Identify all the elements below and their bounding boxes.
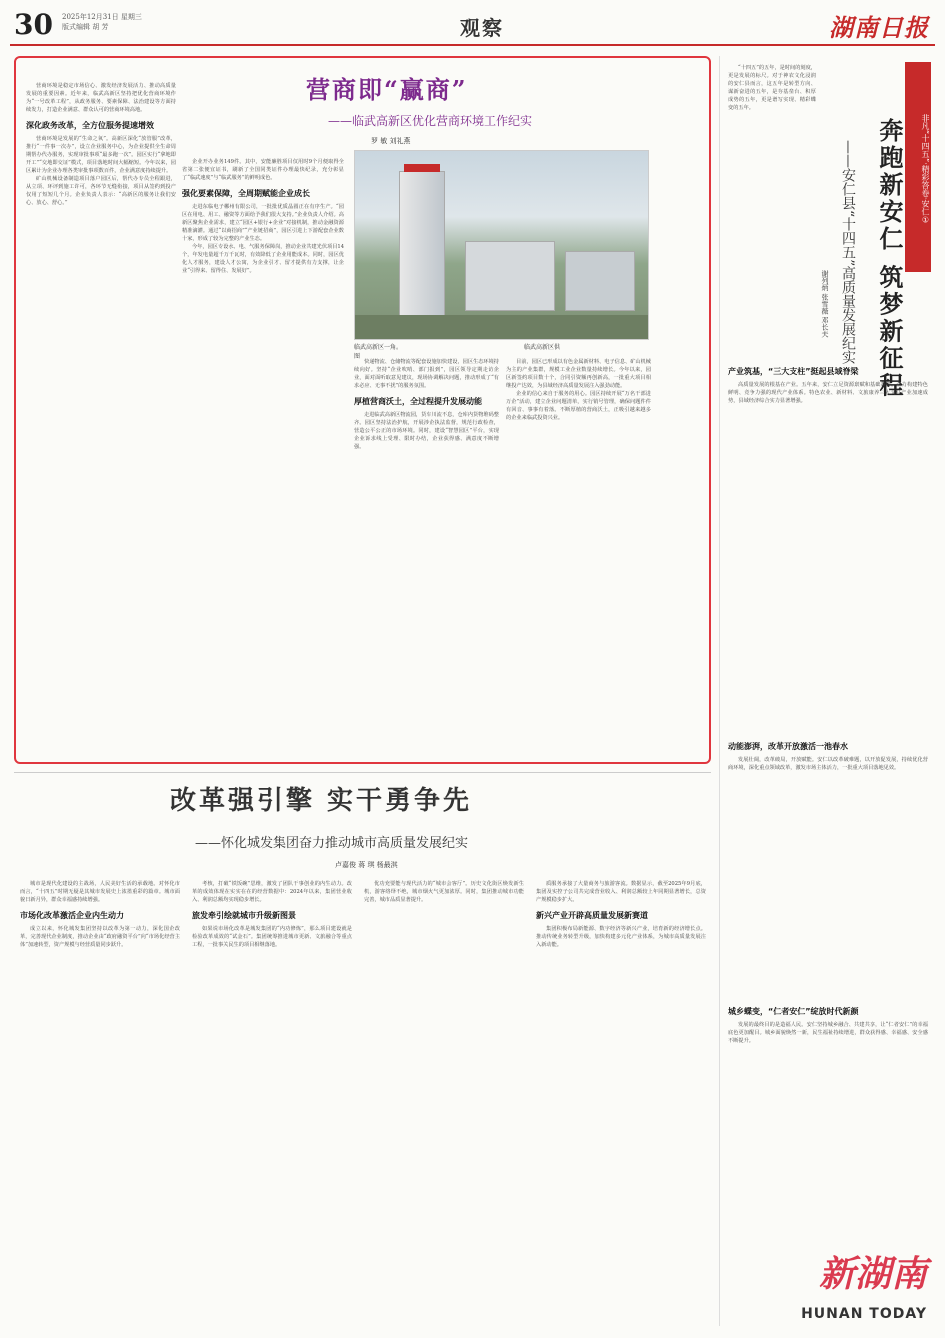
section-heading: 强化要素保障，全周期赋能企业成长 xyxy=(182,189,310,198)
paragraph: 优功充要能与现代活力的“城市会客厅”。历史文化街区焕发新生机，游客络绎不绝，城市烟火气更加浓厚。同时，集团推动城市功能完善，城市品质显著提升。 xyxy=(364,881,524,903)
feature-title: 营商即“赢商” xyxy=(306,75,468,104)
paragraph: 质服务承接了大量商务与旅游客流。数据显示，截至2025年9月底，集团及实控子公司共完成营业收入、利润总额较上年同期显著增长，总资产规模稳步扩大。 xyxy=(536,881,706,903)
watermark-logo: 新湖南 xyxy=(818,1253,927,1295)
editor-line: 版式编辑 胡 芳 xyxy=(62,23,109,31)
paragraph: 如果说市场化改革是城发集团的“内功修炼”，那么项目建设就是检验改革成效的“试金石”。集团统筹推进城市更新、文旅融合等重点工程，一批事关民生的项目相继落地。 xyxy=(192,926,352,948)
sidebar-section-3 xyxy=(728,1000,928,1230)
article2-column-2 xyxy=(192,880,352,1320)
paragraph: “十四五”的五年，是时间的刻度，更是发展的标尺。对于神农文化浸润的安仁县而言，这五年是转型方向、谋新奋进的五年，是夯基垒台、积厚成势的五年，更是谱写实现、精彩蝶变的五年。 xyxy=(728,65,816,111)
photo-caption-right: 临武高新区供图 xyxy=(354,344,560,360)
sidebar-authors: 谢列炳 张雪薇 邓长夫 xyxy=(821,270,829,338)
section-heading: 旅发牵引绘就城市升级新图景 xyxy=(192,911,296,920)
sidebar-section-1 xyxy=(728,360,928,720)
section-heading: 深化政务改革，全方位服务提速增效 xyxy=(26,121,154,130)
section-heading: 新兴产业开辟高质量发展新赛道 xyxy=(536,911,648,920)
paragraph: 发展壮阔，改革破局，开放赋能。安仁以改革破难题，以开放促发展，持续优化营商环境，深化重点领域改革，激发市场主体活力，一批重大项目落地见效。 xyxy=(728,757,928,771)
paragraph: 营商环境是稳定市场信心、激发经济发展活力、推动高质量发展的重要因素。近年来，临武高新区坚持把优化营商环境作为“一号改革工程”，从政务服务、要素保障、法治建设等方面持续发力，打造企业满意、群众认可的营商环境高地。 xyxy=(26,83,176,113)
feature-subtitle: ——临武高新区优化营商环境工作纪实 xyxy=(328,114,533,128)
article2-column-1 xyxy=(20,880,180,1320)
sidebar-title: 奔跑新安仁 筑梦新征程 xyxy=(875,118,904,400)
paragraph: 发展的最终目的是造福人民。安仁坚持城乡融合、共建共享，让“仁者安仁”的幸福底色更加醒目。城乡面貌焕然一新，民生福祉持续增进，群众获得感、幸福感、安全感不断提升。 xyxy=(728,1022,928,1044)
watermark-text: HUNAN TODAY xyxy=(801,1306,927,1322)
masthead xyxy=(10,6,935,46)
page-number: 30 xyxy=(14,8,53,41)
paragraph: 城市是现代化建设的主战场，人民美好生活的承载地。对怀化市而言，“十四五”时期无疑是其城市发展史上浓墨重彩的篇章。城市面貌日新月异，群众幸福感持续增强。 xyxy=(20,881,180,903)
paragraph: 考核，打破“铁饭碗”思维，激发了团队干事创业的内生动力。改革的成效体现在实实在在的经营数据中：2024年以来，集团营业收入、利润总额均实现稳步增长。 xyxy=(192,881,352,903)
article2-title: 改革强引擎 实干勇争先 xyxy=(170,786,473,816)
sidebar-subtitle: ——安仁县“十四五”高质量发展纪实 xyxy=(840,140,856,365)
sidebar-intro xyxy=(728,64,816,344)
article2-subtitle: ——怀化城发集团奋力推动城市高质量发展纪实 xyxy=(195,836,469,851)
date-line: 2025年12月31日 星期三 xyxy=(62,13,142,21)
sidebar-section-2 xyxy=(728,735,928,995)
feature-column-3 xyxy=(354,358,499,754)
feature-authors: 罗 敏 刘礼燕 xyxy=(371,137,411,145)
factory-building-shape xyxy=(465,241,555,311)
paragraph: 走进东临电子郴州有限公司，一批批优质晶圆正在有序生产。“园区在用电、用工、融资等方面给予我们很大支持。”企业负责人介绍。高新区聚焦企业需求，建立“园区+银行+企业”对接机制，推动金融资源精准滴灌。通过“以商招商”“产业链招商”，园区引进上下游配套企业数十家，形成了较为完整的产业生态。 xyxy=(182,204,344,242)
paragraph: 快递物流、仓储物流等配套设施加快建设，园区生态环境持续向好。坚持“企业吹哨、部门报到”，园区领导定期走访企业，面对面听取意见建议，现场协调解决问题，推动形成了“有求必应、无事不扰”的服务氛围。 xyxy=(354,359,499,389)
series-tag: 非凡“十四五”·精彩答卷·安仁① xyxy=(905,62,931,272)
featured-article[interactable] xyxy=(14,56,711,764)
section-heading: 产业筑基，“三大支柱”挺起县域脊梁 xyxy=(728,367,859,376)
feature-column-2 xyxy=(182,158,344,754)
paragraph: 走进临武高新区物流园，货车川流不息，仓库内货物堆码整齐。园区坚持法治护航，开展涉企执法监督，规范行政检查，营造公平公正的市场环境。同时，建设“智慧园区”平台，实现企业诉求线上受理、限时办结，企业获得感、满意度不断增强。 xyxy=(354,412,499,450)
office-tower-shape xyxy=(399,171,445,321)
page-meta xyxy=(62,12,172,32)
newspaper-logo: 湖南日报 xyxy=(829,13,929,42)
feature-column-1 xyxy=(26,82,176,754)
article2-authors: 卢嘉俊 蒋 琪 杨最淇 xyxy=(335,861,398,869)
section-heading: 城乡蝶变，“仁者安仁”绽放时代新颜 xyxy=(728,1007,859,1016)
paragraph: 今年，园区专设水、电、气服务保障岗，推动企业共建光伏项目14个，年发电量超千万千瓦时，有效降低了企业用能成本。同时，园区优化人才服务，建设人才公寓，为企业引才、留才提供有力支撑，让企业“引得来、留得住、发展好”。 xyxy=(182,244,344,274)
feature-column-4 xyxy=(506,358,651,754)
factory-building-shape xyxy=(565,251,635,311)
paragraph: 营商环境是发展的“生命之氧”。高新区深化“放管服”改革，推行“一件事一次办”，设立企业服务中心，为企业提供全生命周期帮办代办服务，实现审批事项“最多跑一次”。园区实行“拿地即开工”“交地即交证”模式，项目落地时间大幅缩短。今年以来，园区累计为企业办理各类审批事项数百件，企业满意度持续提升。 xyxy=(26,136,176,174)
section-heading: 市场化改革激活企业内生动力 xyxy=(20,911,124,920)
article2-column-3 xyxy=(364,880,524,1320)
paragraph: 成立以来，怀化城发集团坚持以改革为第一动力，深化国企改革，完善现代企业制度，推动企业由“政府融资平台”向“市场化经营主体”加速转型，资产规模与经营质量同步跃升。 xyxy=(20,926,180,948)
paragraph: 目前，园区已形成以有色金属新材料、电子信息、矿山机械为主的产业集群，规模工业企业数量持续增长。今年以来，园区新签约项目数十个，合同引资额再创新高，一批重大项目相继投产达效，为县域经济高质量发展注入强劲动能。 xyxy=(506,359,651,389)
section-heading: 动能澎湃，改革开放激活一池春水 xyxy=(728,742,848,751)
paragraph: 企业的信心来自于服务的用心。园区持续开展“万名干部进万企”活动，建立企业问题清单，实行销号管理，确保问题件件有回音、事事有着落。不断厚植的营商沃土，正吸引越来越多的企业来临武投资兴业。 xyxy=(506,391,651,421)
section-name: 观察 xyxy=(460,16,504,40)
photo-caption-left: 临武高新区一角。 xyxy=(354,344,403,351)
paragraph: 高质量发展的根基在产业。五年来，安仁立足资源禀赋和基础条件，全力构建特色鲜明、竞争力强的现代产业体系。特色农业、新材料、文旅康养三大支柱产业加速成势，县域经济综合实力显著增强。 xyxy=(728,382,928,404)
paragraph: 矿山机械设备制造项目落户园区后，帮代办专员全程跟进，从立项、环评到施工许可，各环节无缝衔接，项目从签约到投产仅用了短短几个月。企业负责人表示：“高新区的服务让我们安心、放心、舒心。” xyxy=(26,176,176,206)
paragraph: 集团积极布局新能源、数字经济等新兴产业，培育新的经济增长点。推动传统业务转型升级，加快构建多元化产业体系，为城市高质量发展注入新动能。 xyxy=(536,926,706,948)
paragraph: 企业开办业务149件。其中，安能廉胜项目仅用时9个月便取得全省第二张便宜证书，刷新了全国同类证件办理最快纪录，充分彰显了“临武速度”与“临武服务”的鲜明成色。 xyxy=(182,159,344,181)
article2-column-4 xyxy=(536,880,706,1320)
feature-photo xyxy=(354,150,649,340)
column-divider xyxy=(719,56,720,1326)
divider xyxy=(14,772,711,773)
ground-shape xyxy=(355,315,648,339)
section-heading: 厚植营商沃土，全过程提升发展动能 xyxy=(354,397,482,406)
